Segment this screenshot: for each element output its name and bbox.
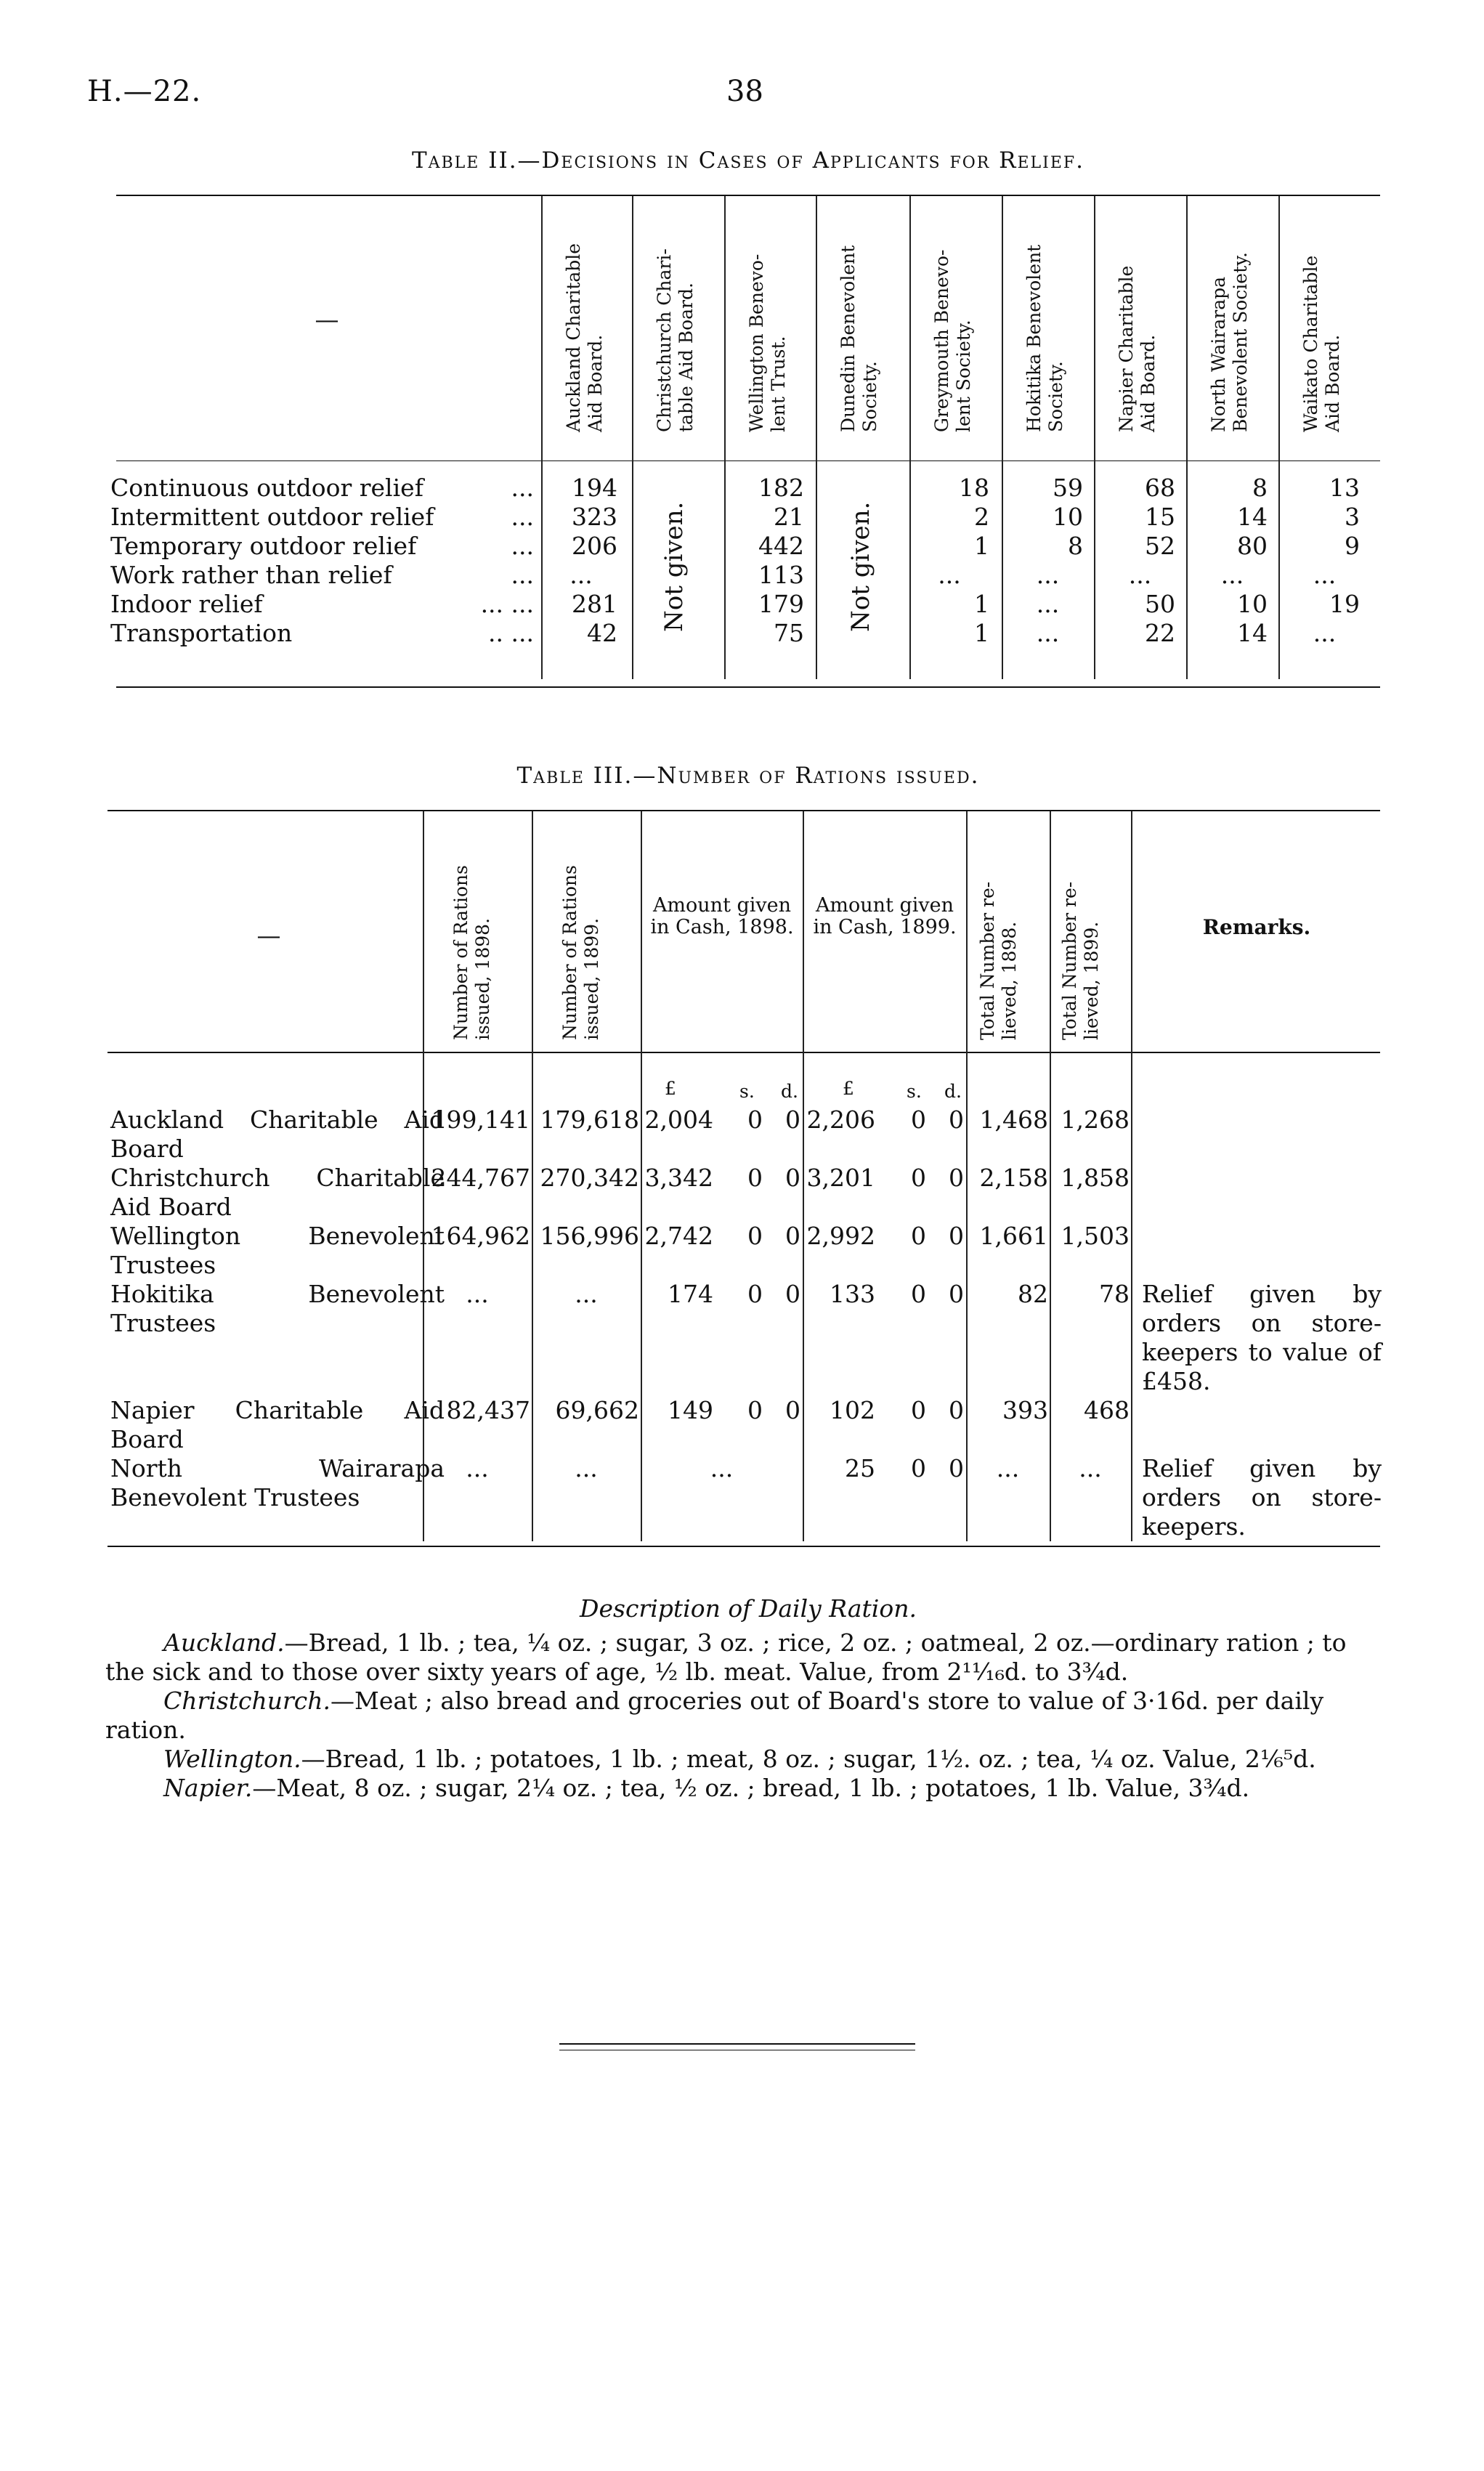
shillings-unit: s. xyxy=(907,1081,922,1102)
table2-cell: ... xyxy=(938,561,961,589)
table3-remark: Relief given by orders on store-keepers to value of £458. xyxy=(1142,1280,1382,1395)
table2-cell: 75 xyxy=(774,619,804,647)
table2-row-label: Work rather than relief xyxy=(110,561,392,589)
table2-cell: ... xyxy=(1313,619,1337,647)
table2-cell: 182 xyxy=(758,474,804,502)
table2-cell: ... xyxy=(569,561,593,589)
table3-row-label: Auckland Charitable Aid Board xyxy=(110,1105,445,1163)
table3-row-label: Wellington Benevolent Trustees xyxy=(110,1222,445,1279)
table3-cell: 156,996 xyxy=(540,1222,639,1250)
table2-row-label: Intermittent outdoor relief xyxy=(110,503,434,531)
table2-cell: 80 xyxy=(1237,532,1268,560)
table2-cell: 10 xyxy=(1053,503,1083,531)
table3-cell: 0 xyxy=(911,1222,926,1250)
remarks-header: Remarks. xyxy=(1202,915,1311,939)
table3-cell: ... xyxy=(996,1454,1020,1482)
table3-cell: 0 xyxy=(911,1105,926,1134)
table2-cell: 19 xyxy=(1329,590,1360,618)
place-name: Napier. xyxy=(163,1774,253,1802)
table2-row-dots: .. ... xyxy=(488,619,534,647)
table2-row-dots: ... ... xyxy=(480,590,534,618)
closing-rule xyxy=(559,2043,915,2045)
table3-cell: 69,662 xyxy=(555,1396,639,1424)
table3-cell: 25 xyxy=(845,1454,875,1482)
table2-cell: 18 xyxy=(959,474,989,502)
table3-cell: 244,767 xyxy=(431,1164,530,1192)
table2-row-label: Transportation xyxy=(110,619,293,647)
table3-cell: ... xyxy=(466,1454,489,1482)
table2-cell: 1 xyxy=(974,532,989,560)
table2-cell: 42 xyxy=(587,619,617,647)
table2-cell: 1 xyxy=(974,619,989,647)
table3-row-label: Hokitika Benevolent Trustees xyxy=(110,1280,445,1337)
table3-bottom-rule xyxy=(108,1546,1380,1547)
table3-cell: 3,201 xyxy=(806,1164,875,1192)
table3-cell: 0 xyxy=(949,1396,964,1424)
table3-cell: ... xyxy=(710,1454,734,1482)
table2-cell: 2 xyxy=(974,503,989,531)
table2-cell: 113 xyxy=(758,561,804,589)
table3-cell: 0 xyxy=(747,1280,763,1308)
table3-cell: 0 xyxy=(949,1222,964,1250)
table3-cell: 1,661 xyxy=(979,1222,1048,1250)
table3-cell: 1,503 xyxy=(1061,1222,1130,1250)
table3-cell: 1,858 xyxy=(1061,1164,1130,1192)
table2-cell: 3 xyxy=(1345,503,1360,531)
table3-row-label: Christchurch Charitable Aid Board xyxy=(110,1164,445,1221)
ration-text: —Bread, 1 lb. ; tea, ¼ oz. ; sugar, 3 oz. ; rice, 2 oz. ; oatmeal, 2 oz.—ordinary ration ; to the sick and to those over sixty years of age, ½ lb. meat. Value, from 2¹¹⁄₁₆d. to 3¾d. xyxy=(105,1628,1347,1686)
table2-cell: 206 xyxy=(572,532,617,560)
table2-cell: 14 xyxy=(1237,503,1268,531)
table2-cell: 15 xyxy=(1145,503,1175,531)
ration-entry-wellington xyxy=(105,1745,1391,1774)
table3-cell: 0 xyxy=(949,1454,964,1482)
table3-cell: 0 xyxy=(747,1164,763,1192)
relieved-1899-header: Total Number re- lieved, 1899. xyxy=(1059,881,1102,1040)
table3-col-separator xyxy=(1131,811,1132,1541)
table3-cell: 133 xyxy=(830,1280,875,1308)
pence-unit: d. xyxy=(781,1081,798,1102)
table2-cell: ... xyxy=(1128,561,1152,589)
table3-cell: 174 xyxy=(668,1280,713,1308)
table3-cell: 2,992 xyxy=(806,1222,875,1250)
ration-text: —Meat ; also bread and groceries out of Board's store to value of 3·16d. per daily ration. xyxy=(105,1687,1324,1744)
cash-1899-header: Amount given in Cash, 1899. xyxy=(813,894,957,938)
table2-cell: 22 xyxy=(1145,619,1175,647)
table2-col-separator xyxy=(632,196,633,679)
table3-cell: 0 xyxy=(911,1164,926,1192)
table3-cell: 468 xyxy=(1084,1396,1130,1424)
table2-row-dots: ... xyxy=(511,503,534,531)
table2-cell: ... xyxy=(1313,561,1337,589)
table3-cell: 0 xyxy=(911,1396,926,1424)
not-given-christchurch: Not given. xyxy=(660,501,689,632)
table2-cell: 14 xyxy=(1237,619,1268,647)
table3-title: Table III.—Number of Rations issued. xyxy=(516,763,980,789)
table2-col-header: Christchurch Chari- table Aid Board. xyxy=(654,248,697,432)
table2-top-rule xyxy=(116,195,1380,196)
relieved-1898-header: Total Number re- lieved, 1898. xyxy=(977,881,1020,1040)
table2-row-dots: ... xyxy=(511,474,534,502)
table3-cell: 0 xyxy=(911,1454,926,1482)
table3-cell: 2,158 xyxy=(979,1164,1048,1192)
table2-cell: 442 xyxy=(758,532,804,560)
table2-header-rule xyxy=(116,460,1380,461)
table3-cell: 0 xyxy=(911,1280,926,1308)
table2-cell: 50 xyxy=(1145,590,1175,618)
pounds-unit: £ xyxy=(665,1078,676,1099)
table2-col-header: Wellington Benevo- lent Trust. xyxy=(746,253,789,432)
table2-row-dots: ... xyxy=(511,561,534,589)
table2-col-header: Waikato Charitable Aid Board. xyxy=(1300,255,1343,432)
table2-cell: 13 xyxy=(1329,474,1360,502)
not-given-dunedin: Not given. xyxy=(846,501,875,632)
table3-cell: 3,342 xyxy=(644,1164,713,1192)
table2-col-header: Hokitika Benevolent Society. xyxy=(1023,244,1066,432)
table2-cell: 281 xyxy=(572,590,617,618)
table2-cell: 21 xyxy=(774,503,804,531)
table2-stub: — xyxy=(315,305,339,333)
ration-entry-auckland xyxy=(105,1628,1391,1687)
table2-title: Table II.—Decisions in Cases of Applicants for Relief. xyxy=(411,147,1085,174)
table3-cell: 1,268 xyxy=(1061,1105,1130,1134)
ration-entry-christchurch xyxy=(105,1687,1391,1745)
pounds-unit: £ xyxy=(843,1078,854,1099)
page-number: 38 xyxy=(726,75,763,108)
table2-cell: ... xyxy=(1036,619,1060,647)
table3-cell: 2,742 xyxy=(644,1222,713,1250)
table3-top-rule xyxy=(108,810,1380,811)
shillings-unit: s. xyxy=(739,1081,755,1102)
table2-cell: 10 xyxy=(1237,590,1268,618)
table3-cell: ... xyxy=(575,1454,598,1482)
table3-cell: 0 xyxy=(785,1396,800,1424)
table2-cell: 8 xyxy=(1252,474,1268,502)
table2-row-label: Indoor relief xyxy=(110,590,263,618)
table3-stub: — xyxy=(256,921,281,949)
table3-cell: 270,342 xyxy=(540,1164,639,1192)
description-title: Description of Daily Ration. xyxy=(580,1594,917,1623)
table3-cell: 0 xyxy=(785,1222,800,1250)
table3-cell: 0 xyxy=(949,1105,964,1134)
table3-row-label: Napier Charitable Aid Board xyxy=(110,1396,445,1453)
table2-cell: 1 xyxy=(974,590,989,618)
table3-cell: 0 xyxy=(747,1222,763,1250)
table2-cell: 52 xyxy=(1145,532,1175,560)
table2-cell: ... xyxy=(1036,590,1060,618)
table2-cell: 194 xyxy=(572,474,617,502)
cash-1898-header: Amount given in Cash, 1898. xyxy=(650,894,794,938)
table2-bottom-rule xyxy=(116,686,1380,688)
table2-col-header: Auckland Charitable Aid Board. xyxy=(563,243,606,432)
table3-cell: 82 xyxy=(1018,1280,1048,1308)
place-name: Auckland. xyxy=(163,1628,285,1657)
place-name: Wellington. xyxy=(163,1745,301,1773)
ration-description xyxy=(105,1628,1391,1803)
ration-text: —Meat, 8 oz. ; sugar, 2¼ oz. ; tea, ½ oz. ; bread, 1 lb. ; potatoes, 1 lb. Value, 3¾d. xyxy=(252,1774,1250,1802)
table2-cell: ... xyxy=(1220,561,1244,589)
table3-cell: 0 xyxy=(785,1164,800,1192)
table3-cell: 393 xyxy=(1002,1396,1048,1424)
table3-cell: 149 xyxy=(668,1396,713,1424)
table3-cell: 0 xyxy=(747,1396,763,1424)
table3-cell: 1,468 xyxy=(979,1105,1048,1134)
table3-remark: Relief given by orders on store-keepers. xyxy=(1142,1454,1382,1541)
table2-cell: 59 xyxy=(1053,474,1083,502)
table2-col-header: Dunedin Benevolent Society. xyxy=(838,245,880,432)
table2-row-dots: ... xyxy=(511,532,534,560)
table2-cell: 68 xyxy=(1145,474,1175,502)
table3-row-label: North Wairarapa Benevolent Trustees xyxy=(110,1454,445,1512)
table2-row-label: Temporary outdoor relief xyxy=(110,532,417,560)
page-reference: H.—22. xyxy=(87,75,202,108)
table3-cell: 82,437 xyxy=(446,1396,530,1424)
table2-row-label: Continuous outdoor relief xyxy=(110,474,423,502)
table2-col-header: Greymouth Benevo- lent Society. xyxy=(931,249,974,432)
table2-col-separator xyxy=(816,196,817,679)
ration-entry-napier xyxy=(105,1774,1391,1803)
table2-cell: 8 xyxy=(1068,532,1083,560)
table2-col-header: North Wairarapa Benevolent Society. xyxy=(1208,252,1251,432)
table3-cell: 2,206 xyxy=(806,1105,875,1134)
pence-unit: d. xyxy=(944,1081,962,1102)
table2-cell: ... xyxy=(1036,561,1060,589)
table2-cell: 323 xyxy=(572,503,617,531)
table3-cell: ... xyxy=(1079,1454,1102,1482)
rations-1899-header: Number of Rations issued, 1899. xyxy=(559,865,602,1040)
table3-cell: 0 xyxy=(747,1105,763,1134)
table3-cell: 2,004 xyxy=(644,1105,713,1134)
table3-cell: 179,618 xyxy=(540,1105,639,1134)
table2-col-header: Napier Charitable Aid Board. xyxy=(1116,265,1159,432)
table3-cell: ... xyxy=(575,1280,598,1308)
table3-header-rule xyxy=(108,1052,1380,1053)
table3-cell: 0 xyxy=(785,1105,800,1134)
place-name: Christchurch. xyxy=(163,1687,331,1715)
table3-cell: 164,962 xyxy=(431,1222,530,1250)
table2-cell: 9 xyxy=(1345,532,1360,560)
table3-cell: 199,141 xyxy=(431,1105,530,1134)
table3-cell: 102 xyxy=(830,1396,875,1424)
table2-cell: 179 xyxy=(758,590,804,618)
table3-cell: 0 xyxy=(949,1280,964,1308)
table3-cell: 0 xyxy=(949,1164,964,1192)
ration-text: —Bread, 1 lb. ; potatoes, 1 lb. ; meat, 8 oz. ; sugar, 1½. oz. ; tea, ¼ oz. Value, 2⅙⁵d. xyxy=(301,1745,1316,1773)
table3-cell: ... xyxy=(466,1280,489,1308)
table3-cell: 0 xyxy=(785,1280,800,1308)
table3-cell: 78 xyxy=(1099,1280,1130,1308)
rations-1898-header: Number of Rations issued, 1898. xyxy=(450,865,493,1040)
